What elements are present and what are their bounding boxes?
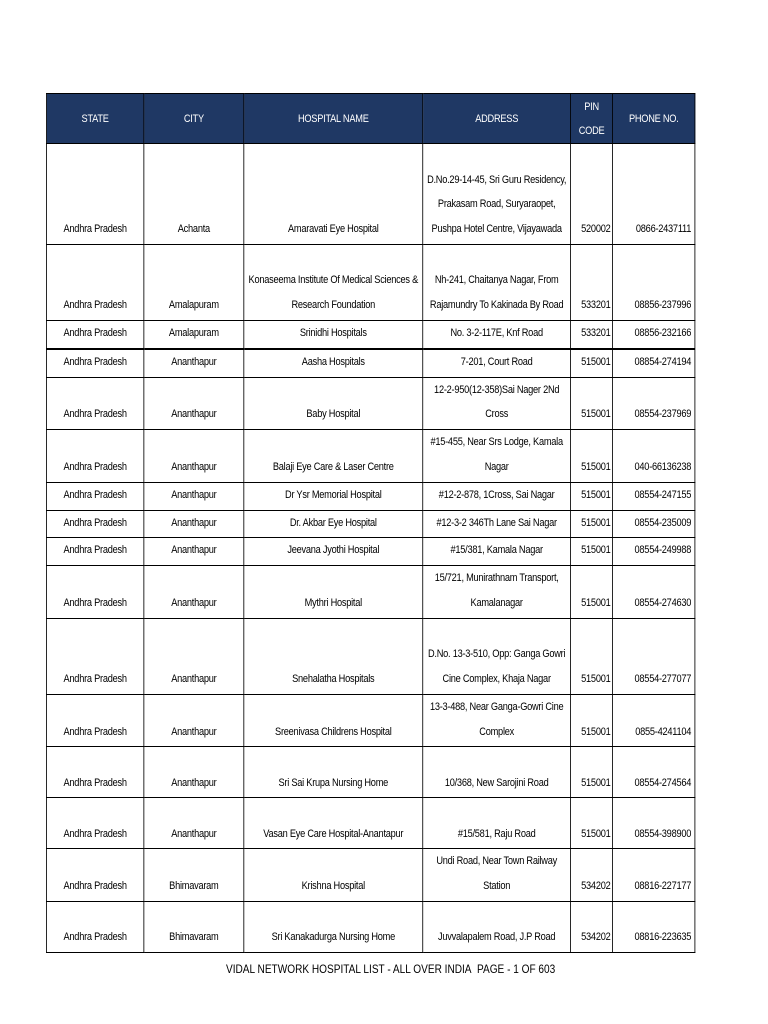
table-row bbox=[46, 349, 694, 377]
cell-city: Ananthapur bbox=[144, 694, 244, 747]
table-row bbox=[46, 321, 694, 349]
cell-pin-code: 515001 bbox=[571, 798, 613, 849]
table-row bbox=[46, 618, 694, 694]
cell-pin-code: 533201 bbox=[571, 321, 613, 349]
table-row bbox=[46, 538, 694, 566]
cell-hospital-name: Sri Sai Krupa Nursing Home bbox=[244, 747, 423, 798]
cell-phone: 08554-235009 bbox=[613, 510, 695, 538]
cell-city: Bhimavaram bbox=[144, 901, 244, 952]
cell-address: D.No. 13-3-510, Opp: Ganga Gowri Cine Complex, Khaja Nagar bbox=[423, 618, 571, 694]
cell-hospital-name: Vasan Eye Care Hospital-Anantapur bbox=[244, 798, 423, 849]
cell-address: Undi Road, Near Town Railway Station bbox=[423, 849, 571, 902]
cell-state: Andhra Pradesh bbox=[46, 482, 143, 510]
cell-state: Andhra Pradesh bbox=[46, 321, 143, 349]
cell-phone: 0866-2437111 bbox=[613, 144, 695, 245]
cell-address: #15/381, Kamala Nagar bbox=[423, 538, 571, 566]
cell-hospital-name: Mythri Hospital bbox=[244, 566, 423, 619]
cell-phone: 08554-398900 bbox=[613, 798, 695, 849]
cell-address: 10/368, New Sarojini Road bbox=[423, 747, 571, 798]
header-address: ADDRESS bbox=[423, 94, 571, 144]
cell-address: 7-201, Court Road bbox=[423, 349, 571, 377]
table-header-row bbox=[46, 94, 694, 144]
cell-hospital-name: Krishna Hospital bbox=[244, 849, 423, 902]
table-row bbox=[46, 377, 694, 430]
cell-pin-code: 515001 bbox=[571, 618, 613, 694]
cell-state: Andhra Pradesh bbox=[46, 798, 143, 849]
cell-pin-code: 520002 bbox=[571, 144, 613, 245]
cell-phone: 08554-237969 bbox=[613, 377, 695, 430]
cell-city: Amalapuram bbox=[144, 321, 244, 349]
cell-city: Amalapuram bbox=[144, 245, 244, 321]
cell-state: Andhra Pradesh bbox=[46, 694, 143, 747]
cell-hospital-name: Sri Kanakadurga Nursing Home bbox=[244, 901, 423, 952]
cell-phone: 08554-274564 bbox=[613, 747, 695, 798]
cell-state: Andhra Pradesh bbox=[46, 901, 143, 952]
cell-pin-code: 515001 bbox=[571, 430, 613, 483]
cell-phone: 08854-274194 bbox=[613, 349, 695, 377]
cell-state: Andhra Pradesh bbox=[46, 747, 143, 798]
table-row bbox=[46, 849, 694, 902]
cell-pin-code: 515001 bbox=[571, 566, 613, 619]
cell-address: 12-2-950(12-358)Sai Nager 2Nd Cross bbox=[423, 377, 571, 430]
cell-hospital-name: Amaravati Eye Hospital bbox=[244, 144, 423, 245]
cell-hospital-name: Konaseema Institute Of Medical Sciences & Research Foundation bbox=[244, 245, 423, 321]
cell-state: Andhra Pradesh bbox=[46, 144, 143, 245]
cell-state: Andhra Pradesh bbox=[46, 349, 143, 377]
table-row bbox=[46, 694, 694, 747]
cell-city: Ananthapur bbox=[144, 618, 244, 694]
cell-phone: 08856-237996 bbox=[613, 245, 695, 321]
cell-address: 15/721, Munirathnam Transport, Kamalanagar bbox=[423, 566, 571, 619]
cell-address: #12-2-878, 1Cross, Sai Nagar bbox=[423, 482, 571, 510]
cell-phone: 040-66136238 bbox=[613, 430, 695, 483]
cell-phone: 08554-274630 bbox=[613, 566, 695, 619]
table-row bbox=[46, 901, 694, 952]
cell-hospital-name: Srinidhi Hospitals bbox=[244, 321, 423, 349]
cell-city: Ananthapur bbox=[144, 377, 244, 430]
table-row bbox=[46, 798, 694, 849]
page-footer bbox=[0, 962, 768, 980]
table-row bbox=[46, 482, 694, 510]
cell-pin-code: 515001 bbox=[571, 377, 613, 430]
cell-pin-code: 534202 bbox=[571, 849, 613, 902]
header-city: CITY bbox=[144, 94, 244, 144]
cell-city: Ananthapur bbox=[144, 482, 244, 510]
cell-state: Andhra Pradesh bbox=[46, 618, 143, 694]
header-pin-code: PIN CODE bbox=[571, 94, 613, 144]
header-state: STATE bbox=[46, 94, 143, 144]
table-row bbox=[46, 510, 694, 538]
cell-hospital-name: Sreenivasa Childrens Hospital bbox=[244, 694, 423, 747]
cell-state: Andhra Pradesh bbox=[46, 510, 143, 538]
cell-city: Achanta bbox=[144, 144, 244, 245]
cell-state: Andhra Pradesh bbox=[46, 430, 143, 483]
cell-address: Juvvalapalem Road, J.P Road bbox=[423, 901, 571, 952]
cell-address: No. 3-2-117E, Knf Road bbox=[423, 321, 571, 349]
cell-address: #15-455, Near Srs Lodge, Kamala Nagar bbox=[423, 430, 571, 483]
cell-phone: 08554-277077 bbox=[613, 618, 695, 694]
cell-city: Bhimavaram bbox=[144, 849, 244, 902]
table-row bbox=[46, 566, 694, 619]
table-row bbox=[46, 747, 694, 798]
cell-pin-code: 534202 bbox=[571, 901, 613, 952]
cell-phone: 08554-249988 bbox=[613, 538, 695, 566]
cell-phone: 0855-4241104 bbox=[613, 694, 695, 747]
cell-phone: 08816-227177 bbox=[613, 849, 695, 902]
cell-phone: 08816-223635 bbox=[613, 901, 695, 952]
cell-address: 13-3-488, Near Ganga-Gowri Cine Complex bbox=[423, 694, 571, 747]
hospital-table bbox=[46, 93, 695, 953]
cell-city: Ananthapur bbox=[144, 798, 244, 849]
header-phone: PHONE NO. bbox=[613, 94, 695, 144]
cell-hospital-name: Balaji Eye Care & Laser Centre bbox=[244, 430, 423, 483]
table-row bbox=[46, 430, 694, 483]
footer-page-number: PAGE - 1 OF 603 bbox=[477, 962, 556, 976]
cell-hospital-name: Dr. Akbar Eye Hospital bbox=[244, 510, 423, 538]
footer-title: VIDAL NETWORK HOSPITAL LIST - ALL OVER INDIA bbox=[226, 962, 472, 976]
cell-pin-code: 515001 bbox=[571, 694, 613, 747]
cell-state: Andhra Pradesh bbox=[46, 538, 143, 566]
cell-hospital-name: Aasha Hospitals bbox=[244, 349, 423, 377]
cell-pin-code: 515001 bbox=[571, 482, 613, 510]
table-row bbox=[46, 245, 694, 321]
cell-pin-code: 515001 bbox=[571, 510, 613, 538]
cell-hospital-name: Jeevana Jyothi Hospital bbox=[244, 538, 423, 566]
cell-city: Ananthapur bbox=[144, 747, 244, 798]
cell-hospital-name: Dr Ysr Memorial Hospital bbox=[244, 482, 423, 510]
cell-hospital-name: Snehalatha Hospitals bbox=[244, 618, 423, 694]
header-hospital-name: HOSPITAL NAME bbox=[244, 94, 423, 144]
cell-state: Andhra Pradesh bbox=[46, 849, 143, 902]
cell-pin-code: 533201 bbox=[571, 245, 613, 321]
cell-state: Andhra Pradesh bbox=[46, 245, 143, 321]
cell-pin-code: 515001 bbox=[571, 747, 613, 798]
cell-city: Ananthapur bbox=[144, 349, 244, 377]
cell-hospital-name: Baby Hospital bbox=[244, 377, 423, 430]
cell-city: Ananthapur bbox=[144, 566, 244, 619]
cell-state: Andhra Pradesh bbox=[46, 377, 143, 430]
cell-phone: 08856-232166 bbox=[613, 321, 695, 349]
cell-city: Ananthapur bbox=[144, 510, 244, 538]
cell-city: Ananthapur bbox=[144, 538, 244, 566]
cell-phone: 08554-247155 bbox=[613, 482, 695, 510]
cell-state: Andhra Pradesh bbox=[46, 566, 143, 619]
cell-address: #15/581, Raju Road bbox=[423, 798, 571, 849]
cell-address: D.No.29-14-45, Sri Guru Residency, Prakasam Road, Suryaraopet, Pushpa Hotel Centre, Vijayawada bbox=[423, 144, 571, 245]
cell-pin-code: 515001 bbox=[571, 349, 613, 377]
cell-pin-code: 515001 bbox=[571, 538, 613, 566]
cell-address: Nh-241, Chaitanya Nagar, From Rajamundry To Kakinada By Road bbox=[423, 245, 571, 321]
cell-address: #12-3-2 346Th Lane Sai Nagar bbox=[423, 510, 571, 538]
cell-city: Ananthapur bbox=[144, 430, 244, 483]
table-row bbox=[46, 144, 694, 245]
